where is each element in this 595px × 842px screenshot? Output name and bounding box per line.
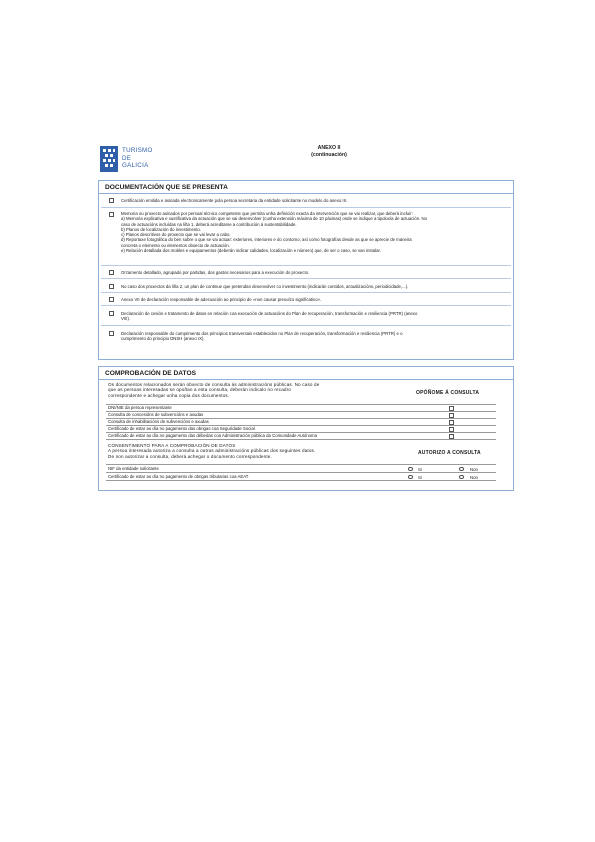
oppose-row-label: Consulta de concesións de subvencións e axudas	[108, 412, 204, 417]
consent-row	[106, 440, 496, 465]
doc-item-checkbox[interactable]	[109, 212, 114, 217]
oppose-header: OPÓÑOME Á CONSULTA	[416, 390, 480, 396]
documentation-section	[98, 180, 514, 360]
authorize-no-radio[interactable]	[459, 467, 464, 472]
no-label: Non	[470, 474, 478, 480]
documentation-title: DOCUMENTACIÓN QUE SE PRESENTA	[99, 181, 513, 194]
oppose-checkbox[interactable]	[449, 434, 454, 439]
doc-item-text: Certificación emitida e asinada electronicamente pola persoa secretaria da entidade solicitante no modelo do anexo III.	[121, 198, 348, 203]
doc-item-text: No caso dos proxectos da liña 2, un plan de continue que pretendan desenvolver co investimento (indicarán contidos, actualizacións, periodicidade,...).	[121, 284, 409, 289]
doc-item	[101, 194, 511, 208]
doc-item-checkbox[interactable]	[109, 270, 114, 275]
no-label: Non	[470, 466, 478, 472]
doc-item-checkbox[interactable]	[109, 284, 114, 289]
doc-item-text: Declaración de cesión e tratamento de datos en relación coa execución de actuacións do Plan de recuperación, transformación e resiliencia (PRTR) (anexo VIII).	[121, 311, 418, 322]
oppose-checkbox[interactable]	[449, 413, 454, 418]
authorize-row-label: Certificado de estar ao día no pagamento de obrigas tributarias coa AEAT	[108, 474, 249, 479]
annex-heading	[270, 145, 388, 159]
doc-item	[101, 293, 511, 306]
authorize-yes-radio[interactable]	[408, 467, 413, 472]
authorize-no-radio[interactable]	[459, 475, 464, 480]
authorize-row-label: NIF da entidade solicitante	[108, 466, 159, 471]
verification-table	[106, 380, 496, 488]
yes-label: Si	[418, 474, 422, 480]
doc-item	[101, 279, 511, 293]
oppose-row	[106, 412, 496, 419]
doc-item	[101, 326, 511, 346]
doc-item	[101, 208, 511, 266]
authorize-header: AUTORIZO A CONSULTA	[418, 450, 481, 456]
yes-label: Si	[418, 466, 422, 472]
oppose-row	[106, 426, 496, 433]
doc-item-checkbox[interactable]	[109, 331, 114, 336]
oppose-row-label: Certificado de estar ao día no pagamento das débedas coa Administración pública da Comunidade Autónoma	[108, 433, 318, 438]
authorize-row	[106, 473, 496, 481]
doc-item-text: Orzamento detallado, agrupado por partidas, dos gastos necesarios para a execución do proxecto.	[121, 270, 310, 275]
oppose-row	[106, 433, 496, 440]
oppose-checkbox[interactable]	[449, 420, 454, 425]
consent-text: CONSENTIMENTO PARA A COMPROBACIÓN DE DATOS A persoa interesada autoriza a consulta a outras administracións públicas dos seguintes datos. De non autorizar a consulta, deberá achegar o documento correspondente.	[108, 443, 316, 459]
oppose-row	[106, 419, 496, 426]
doc-item-text: Memoria ou proxecto asinados por persoal técnico competente que permita unha definición exacta da intervención que se vai realizar, que deberá incluír: a) Memoria explicativa e xustificativa da actuación que se vai desenvolver (cunha extensión máxima de 10 páxinas) onde se indique a tipoloxía de actuación. No caso de actuacións incluídas na liña 1, deberá acreditarse a contribución á sustentabilidade. b) Planos de localización do investimento. c) Planos descritivos do proxecto que se vai levar a cabo. d) Reportaxe fotográfica do ben sobre o que se vai actuar: exteriores, interiores e do contorno, así como fotografías desde as que se aprecie de maneira concreta o elemento ou elementos obxecto de actuación. e) Relación detallada dos mobles e equipamentos (deberán indicar calidades, localización e número) que, de ser o caso, se van instalar.	[121, 211, 427, 254]
authorize-yes-radio[interactable]	[408, 475, 413, 480]
doc-item	[101, 266, 511, 279]
oppose-row-label: Consulta de inhabilitacións de subvencións e axudas	[108, 419, 209, 424]
verification-title: COMPROBACIÓN DE DATOS	[99, 367, 513, 380]
turismo-de-galicia-logo	[100, 146, 170, 172]
oppose-row	[106, 405, 496, 412]
doc-item	[101, 306, 511, 326]
doc-item-text: Declaración responsable do cumprimento dos principios transversais establecidos no Plan de recuperación, transformación e resiliencia (PRTR) e o cumprimento do principio DNSH (anexo IX).	[121, 331, 403, 342]
galicia-emblem-icon	[100, 146, 118, 172]
authorize-row	[106, 465, 496, 473]
verification-intro: Os documentos relacionados serán obxecto de consulta ás administracións públicas. No caso de que as persoas interesadas se opoñan a esta consulta, deberán indicalo no recadro correspondente e achegar unha copia dos documentos.	[108, 382, 320, 398]
logo-text: TURISMO DE GALICIA	[122, 147, 153, 170]
oppose-row-label: DNI/NIE da persoa representante	[108, 405, 172, 410]
doc-item-checkbox[interactable]	[109, 297, 114, 302]
doc-item-checkbox[interactable]	[109, 198, 114, 203]
verification-intro-row	[106, 380, 496, 405]
annex-subtitle: (continuación)	[311, 152, 347, 158]
doc-item-checkbox[interactable]	[109, 311, 114, 316]
oppose-row-label: Certificado de estar ao día no pagamento das obrigas coa Seguridade Social	[108, 426, 255, 431]
oppose-checkbox[interactable]	[449, 406, 454, 411]
annex-title: ANEXO II	[317, 145, 341, 151]
oppose-checkbox[interactable]	[449, 427, 454, 432]
doc-item-text: Anexo VII de declaración responsable de adecuación ao principio de «non causar prexuízo significativo».	[121, 297, 322, 302]
